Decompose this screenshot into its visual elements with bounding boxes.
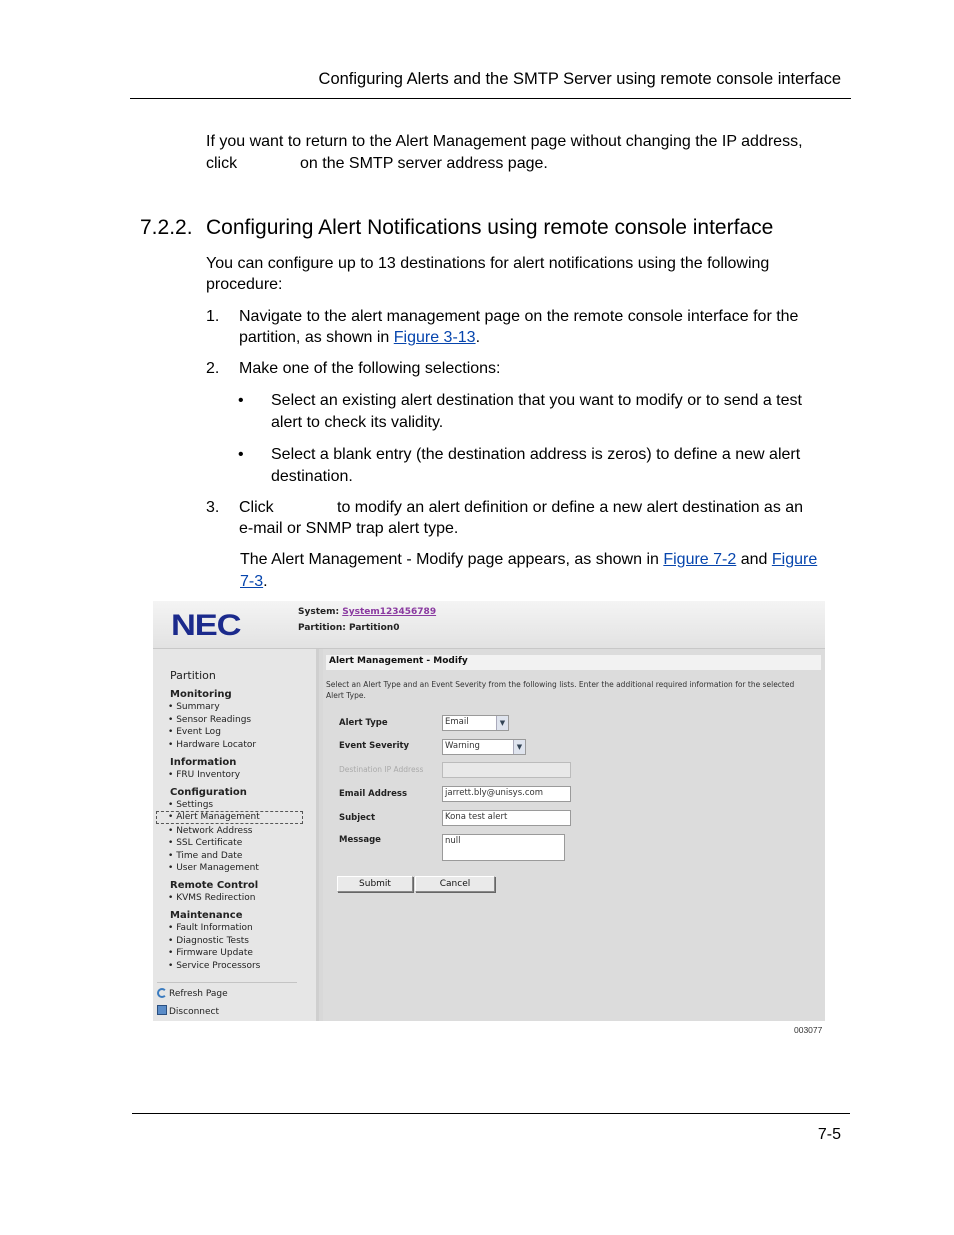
nav-bullet: • [168,863,174,873]
step-1-text: partition, as shown in [239,329,394,346]
footer-rule [132,1113,850,1114]
event-severity-select[interactable] [442,739,526,755]
step-1-line-2 [239,327,480,348]
step-3-line-2: e-mail or SNMP trap alert type. [239,520,459,537]
cancel-button[interactable]: Cancel [415,876,495,892]
nav-bullet: • [168,727,174,737]
email-address-label: Email Address [339,789,408,799]
alert-type-select[interactable] [442,715,509,731]
section-title: Configuring Alert Notifications using remote console interface [206,216,774,239]
bullet-1-icon: • [238,392,244,409]
nav-bullet: • [168,715,174,725]
link-figure-7-3-part-2[interactable]: 7-3 [240,573,264,590]
nav-item-kvms-redirection[interactable] [168,893,255,903]
nav-item-label: Hardware Locator [176,740,257,750]
figure-top-bar [153,601,825,649]
alert-type-value: Email [445,717,469,727]
step-2-text: Make one of the following selections: [239,360,501,377]
section-para-line-1: You can configure up to 13 destinations for alert notifications using the following [206,255,770,272]
step-3-note-period: . [263,573,268,590]
nav-item-label: Network Address [176,826,253,836]
nav-bullet: • [168,923,174,933]
nav-bullet: • [168,948,174,958]
step-3-note-line-1 [240,549,817,570]
content-description: Select an Alert Type and an Event Severity from the following lists. Enter the additional required information for the selected Alert Type. [326,680,795,700]
nav-bullet: • [168,893,174,903]
link-figure-3-13[interactable]: Figure 3-13 [393,329,476,346]
email-address-input[interactable]: jarrett.bly@unisys.com [442,786,571,802]
nav-item-label: Alert Management [176,812,260,822]
header-rule [130,98,851,99]
nav-item-label: FRU Inventory [176,770,241,780]
nav-item-label: Sensor Readings [176,715,252,725]
refresh-page-link[interactable]: Refresh Page [169,989,228,999]
bullet-1-line-1: Select an existing alert destination that you want to modify or to send a test [271,392,802,409]
partition-label: Partition: [298,623,346,633]
content-title: Alert Management - Modify [326,655,821,670]
nav-item-fru-inventory[interactable] [168,770,240,780]
nav-item-label: Time and Date [176,851,243,861]
nav-item-fault-information[interactable] [168,923,253,933]
disconnect-link[interactable]: Disconnect [169,1007,219,1017]
nav-item-firmware-update[interactable] [168,948,253,958]
figure-id: 003077 [794,1025,823,1035]
nav-item-label: Service Processors [176,961,261,971]
disconnect-icon [157,1005,167,1015]
nav-bullet: • [168,838,174,848]
nav-bullet: • [168,826,174,836]
bullet-2-line-1: Select a blank entry (the destination address is zeros) to define a new alert [271,446,801,463]
submit-button[interactable]: Submit [337,876,413,892]
nav-information: Information [170,757,237,768]
step-3-click: Click [239,499,274,516]
event-severity-value: Warning [445,741,480,751]
event-severity-label: Event Severity [339,741,410,751]
nav-item-label: SSL Certificate [176,838,243,848]
message-label: Message [339,835,381,845]
step-3-line-1: to modify an alert definition or define a new alert destination as an [337,499,804,516]
nav-item-network-address[interactable] [168,826,252,836]
nav-item-label: Fault Information [176,923,253,933]
nav-bullet: • [168,961,174,971]
figure-alert-management-modify [153,601,825,1021]
nav-item-user-management[interactable] [168,863,259,873]
figure-content-pane [323,649,825,1021]
nav-maintenance: Maintenance [170,910,243,921]
step-3-note-line-2 [240,571,268,592]
step-1-line-1: Navigate to the alert management page on the remote console interface for the [239,308,799,325]
destination-ip-label: Destination IP Address [339,765,424,774]
bullet-1-line-2: alert to check its validity. [271,414,444,431]
section-number: 7.2.2. [140,216,193,239]
system-info [298,604,436,636]
refresh-icon [157,988,167,998]
step-3-number: 3. [206,499,220,516]
nav-bullet: • [168,800,174,810]
nav-configuration: Configuration [170,787,247,798]
step-2-number: 2. [206,360,220,377]
nav-remote-control: Remote Control [170,880,259,891]
bullet-2-icon: • [238,446,244,463]
system-label: System: [298,607,340,617]
nav-item-alert-management[interactable] [156,811,303,824]
nav-item-ssl-certificate[interactable] [168,838,242,848]
page-number: 7-5 [817,1126,841,1143]
nav-monitoring: Monitoring [170,689,232,700]
nav-item-sensor-readings[interactable] [168,715,251,725]
link-figure-7-3-part-1[interactable]: Figure [771,551,818,568]
partition-value: Partition0 [348,623,400,633]
step-1-period: . [475,329,481,346]
alert-type-label: Alert Type [339,718,388,728]
nav-item-time-and-date[interactable] [168,851,242,861]
nav-bullet: • [168,702,174,712]
nav-item-label: Diagnostic Tests [176,936,249,946]
nec-logo: NEC [171,609,241,642]
subject-label: Subject [339,813,376,823]
bullet-2-line-2: destination. [271,468,353,485]
step-3-note-and: and [736,551,772,568]
nav-item-label: Event Log [176,727,221,737]
nav-item-label: User Management [176,863,259,873]
figure-nav-pane [153,649,319,1021]
nav-item-hardware-locator[interactable] [168,740,256,750]
chevron-down-icon: ▼ [513,740,525,754]
nav-item-label: Firmware Update [176,948,253,958]
nav-bullet: • [168,740,174,750]
destination-ip-input[interactable] [442,762,571,778]
subject-input[interactable]: Kona test alert [442,810,571,826]
nav-bullet: • [168,936,174,946]
message-textarea[interactable]: null [442,834,565,861]
nav-item-label: Summary [176,702,220,712]
link-figure-7-2[interactable]: Figure 7-2 [663,551,737,568]
nav-item-event-log[interactable] [168,727,221,737]
nav-item-service-processors[interactable] [168,961,260,971]
nav-divider [157,982,297,983]
running-header: Configuring Alerts and the SMTP Server using remote console interface [318,70,841,88]
nav-partition: Partition [170,669,216,682]
section-para-line-2: procedure: [206,276,283,293]
nav-bullet: • [168,770,174,780]
nav-item-settings[interactable] [168,800,213,810]
nav-bullet: • [168,812,174,822]
step-3-note-text: The Alert Management - Modify page appears, as shown in [240,551,664,568]
intro-line-2-end: on the SMTP server address page. [300,155,548,172]
step-1-number: 1. [206,308,220,325]
chevron-down-icon: ▼ [496,716,508,730]
nav-bullet: • [168,851,174,861]
nav-item-summary[interactable] [168,702,220,712]
system-link[interactable]: System123456789 [342,607,437,617]
intro-line-1: If you want to return to the Alert Management page without changing the IP address, [206,133,803,150]
nav-item-label: Settings [176,800,214,810]
intro-line-2-start: click [206,155,238,172]
nav-item-diagnostic-tests[interactable] [168,936,249,946]
nav-item-label: KVMS Redirection [176,893,256,903]
